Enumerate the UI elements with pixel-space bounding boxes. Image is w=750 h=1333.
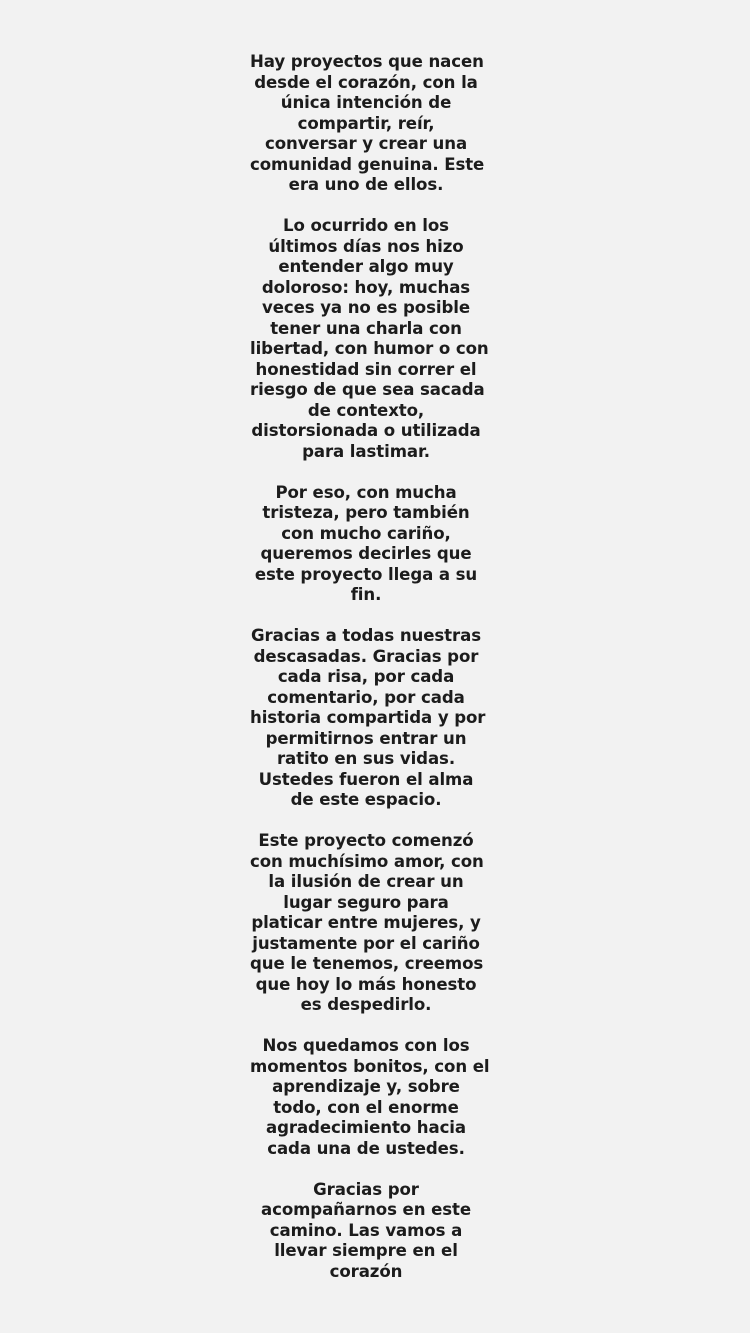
paragraph-3	[250, 483, 482, 606]
text-line: permitirnos entrar un	[265, 728, 467, 748]
text-line: con muchísimo amor, con	[250, 851, 484, 871]
text-line: que hoy lo más honesto	[255, 974, 477, 994]
paragraph-1	[250, 52, 485, 196]
text-line: Lo ocurrido en los	[283, 216, 449, 235]
text-line: la ilusión de crear un	[268, 872, 464, 891]
text-line: era uno de ellos.	[288, 175, 444, 194]
text-line: Por eso, con mucha	[275, 482, 457, 502]
text-line: descasadas. Gracias por	[253, 646, 479, 666]
text-line: últimos días nos hizo	[268, 236, 464, 256]
text-line: comunidad genuina. Este	[250, 154, 485, 174]
text-line: ratito en sus vidas.	[276, 749, 456, 768]
text-line: de contexto,	[307, 400, 425, 420]
paragraph-7	[250, 1180, 482, 1283]
text-line: Ustedes fueron el alma	[258, 769, 474, 789]
text-line: libertad, con humor o con	[250, 339, 489, 358]
text-line: aprendizaje y, sobre	[272, 1077, 460, 1096]
text-line: cada risa, por cada	[277, 667, 455, 686]
text-line: veces ya no es posible	[262, 298, 470, 317]
text-line: lugar seguro para	[283, 892, 449, 912]
text-line: tener una charla con	[270, 318, 462, 338]
text-line: distorsionada o utilizada	[251, 421, 481, 440]
text-line: agradecimiento hacia	[265, 1118, 466, 1137]
text-line: compartir, reír,	[297, 113, 435, 133]
text-line: camino. Las vamos a	[269, 1220, 463, 1240]
text-line: que le tenemos, creemos	[250, 954, 484, 973]
text-line: cada una de ustedes.	[267, 1138, 465, 1158]
text-line: riesgo de que sea sacada	[250, 380, 485, 399]
text-line: comentario, por cada	[267, 687, 465, 707]
paragraph-6	[250, 1036, 490, 1159]
text-line: Nos quedamos con los	[262, 1036, 470, 1055]
text-line: este proyecto llega a su	[254, 564, 478, 584]
text-line: desde el corazón, con la	[254, 72, 478, 92]
text-line: acompañarnos en este	[260, 1200, 472, 1219]
text-line: Gracias a todas nuestras	[251, 626, 481, 645]
paragraph-5	[250, 831, 482, 1016]
text-line: tristeza, pero también	[262, 503, 470, 522]
text-line: llevar siempre en el	[274, 1241, 458, 1260]
text-line: justamente por el cariño	[252, 933, 480, 953]
text-line: entender algo muy	[278, 257, 454, 276]
text-line: es despedirlo.	[300, 995, 432, 1014]
text-line: con mucho cariño,	[281, 523, 451, 543]
text-line: doloroso: hoy, muchas	[261, 277, 471, 297]
text-line: Este proyecto comenzó	[258, 831, 474, 850]
paragraph-2	[250, 216, 489, 462]
text-line: fin.	[350, 585, 382, 604]
text-line: para lastimar.	[302, 441, 430, 461]
text-line: honestidad sin correr el	[255, 359, 477, 379]
text-line: Gracias por	[313, 1179, 419, 1199]
text-line: queremos decirles que	[260, 544, 472, 563]
text-line: de este espacio.	[290, 790, 442, 809]
text-line: Hay proyectos que nacen	[250, 52, 484, 71]
paragraph-4	[250, 626, 486, 811]
text-line: todo, con el enorme	[273, 1097, 459, 1117]
text-line: historia compartida y por	[250, 708, 486, 727]
text-line: conversar y crear una	[264, 134, 468, 153]
story-text	[250, 52, 490, 1282]
text-line: única intención de	[280, 93, 452, 112]
text-line: corazón	[329, 1261, 403, 1281]
text-line: platicar entre mujeres, y	[251, 913, 481, 932]
text-line: momentos bonitos, con el	[250, 1056, 490, 1076]
